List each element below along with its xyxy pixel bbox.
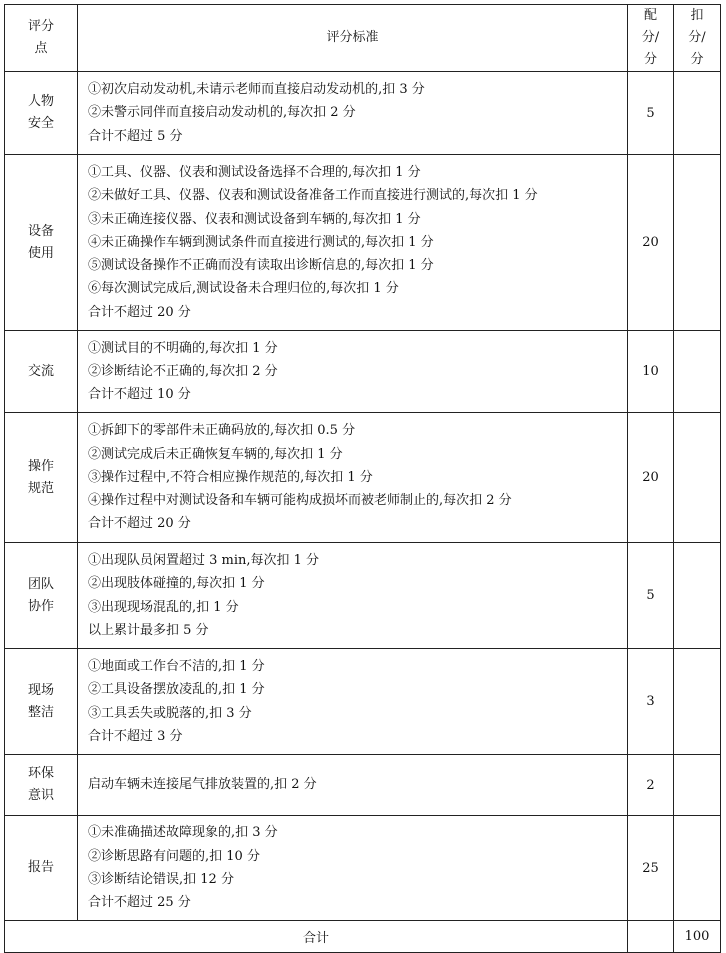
row-label: 现场整洁: [5, 649, 78, 755]
table-row: [5, 413, 721, 543]
row-deduct[interactable]: [674, 649, 721, 755]
header-point: 评分点: [5, 5, 78, 72]
criteria-item: 以上累计最多扣 5 分: [88, 622, 209, 638]
row-label: 设备使用: [5, 155, 78, 331]
criteria-item: ②出现肢体碰撞的,每次扣 1 分: [88, 576, 265, 592]
criteria-item: ③工具丢失或脱落的,扣 3 分: [88, 705, 252, 721]
row-score: 20: [628, 413, 674, 543]
criteria-item: ③未正确连接仪器、仪表和测试设备到车辆的,每次扣 1 分: [88, 211, 421, 227]
criteria-item: ⑤测试设备操作不正确而没有读取出诊断信息的,每次扣 1 分: [88, 258, 434, 274]
criteria-item: ①未准确描述故障现象的,扣 3 分: [88, 825, 278, 841]
row-score: 20: [628, 155, 674, 331]
criteria-item: ⑥每次测试完成后,测试设备未合理归位的,每次扣 1 分: [88, 281, 399, 297]
table-row: [5, 649, 721, 755]
table-row: [5, 72, 721, 155]
row-score: 5: [628, 72, 674, 155]
footer-total: 100: [674, 921, 721, 953]
row-criteria: [78, 413, 628, 543]
row-deduct[interactable]: [674, 413, 721, 543]
criteria-item: ①初次启动发动机,未请示老师而直接启动发动机的,扣 3 分: [88, 82, 425, 98]
criteria-item: 合计不超过 3 分: [88, 728, 183, 744]
criteria-item: ①拆卸下的零部件未正确码放的,每次扣 0.5 分: [88, 423, 356, 439]
row-deduct[interactable]: [674, 755, 721, 816]
criteria-item: ②未做好工具、仪器、仪表和测试设备准备工作而直接进行测试的,每次扣 1 分: [88, 188, 538, 204]
criteria-item: ③诊断结论错误,扣 12 分: [88, 872, 234, 887]
row-label: 团队协作: [5, 543, 78, 649]
table-row: [5, 331, 721, 413]
row-label: 操作规范: [5, 413, 78, 543]
row-criteria: [78, 155, 628, 331]
criteria-item: ②诊断结论不正确的,每次扣 2 分: [88, 363, 278, 379]
row-criteria: [78, 72, 628, 155]
criteria-item: ④操作过程中对测试设备和车辆可能构成损坏而被老师制止的,每次扣 2 分: [88, 493, 512, 509]
criteria-item: ①工具、仪器、仪表和测试设备选择不合理的,每次扣 1 分: [88, 164, 421, 180]
criteria-item: 启动车辆未连接尾气排放装置的,扣 2 分: [88, 777, 317, 793]
criteria-item: ②测试完成后未正确恢复车辆的,每次扣 1 分: [88, 446, 343, 462]
criteria-item: 合计不超过 20 分: [88, 304, 191, 320]
criteria-item: 合计不超过 20 分: [88, 516, 191, 532]
row-score: 25: [628, 816, 674, 921]
row-deduct[interactable]: [674, 543, 721, 649]
criteria-item: 合计不超过 5 分: [88, 128, 183, 144]
criteria-item: ④未正确操作车辆到测试条件而直接进行测试的,每次扣 1 分: [88, 234, 434, 250]
table-row: [5, 755, 721, 816]
header-deduct: 扣分/分: [674, 5, 721, 72]
table-row: [5, 816, 721, 921]
row-criteria: [78, 331, 628, 413]
row-label: 人物安全: [5, 72, 78, 155]
table-row: [5, 155, 721, 331]
criteria-item: 合计不超过 10 分: [88, 387, 191, 403]
header-row: [5, 5, 721, 72]
criteria-item: 合计不超过 25 分: [88, 895, 191, 911]
scoring-table: [4, 4, 721, 953]
criteria-item: ①测试目的不明确的,每次扣 1 分: [88, 340, 278, 356]
criteria-item: ②工具设备摆放凌乱的,扣 1 分: [88, 682, 265, 698]
footer-label: 合计: [5, 921, 628, 953]
criteria-item: ②诊断思路有问题的,扣 10 分: [88, 848, 260, 864]
row-label: 交流: [5, 331, 78, 413]
criteria-item: ③出现现场混乱的,扣 1 分: [88, 599, 239, 615]
row-label: 报告: [5, 816, 78, 921]
criteria-item: ②未警示同伴而直接启动发动机的,每次扣 2 分: [88, 105, 356, 121]
row-criteria: [78, 755, 628, 816]
row-criteria: [78, 649, 628, 755]
row-score: 10: [628, 331, 674, 413]
row-score: 5: [628, 543, 674, 649]
row-deduct[interactable]: [674, 816, 721, 921]
header-score: 配分/分: [628, 5, 674, 72]
row-deduct[interactable]: [674, 331, 721, 413]
row-criteria: [78, 816, 628, 921]
row-deduct[interactable]: [674, 72, 721, 155]
row-score: 2: [628, 755, 674, 816]
criteria-item: ③操作过程中,不符合相应操作规范的,每次扣 1 分: [88, 469, 373, 485]
table-row: [5, 543, 721, 649]
criteria-item: ①地面或工作台不洁的,扣 1 分: [88, 658, 265, 674]
header-standard: 评分标准: [78, 5, 628, 72]
row-score: 3: [628, 649, 674, 755]
row-label: 环保意识: [5, 755, 78, 816]
row-deduct[interactable]: [674, 155, 721, 331]
row-criteria: [78, 543, 628, 649]
criteria-item: ①出现队员闲置超过 3 min,每次扣 1 分: [88, 552, 320, 568]
